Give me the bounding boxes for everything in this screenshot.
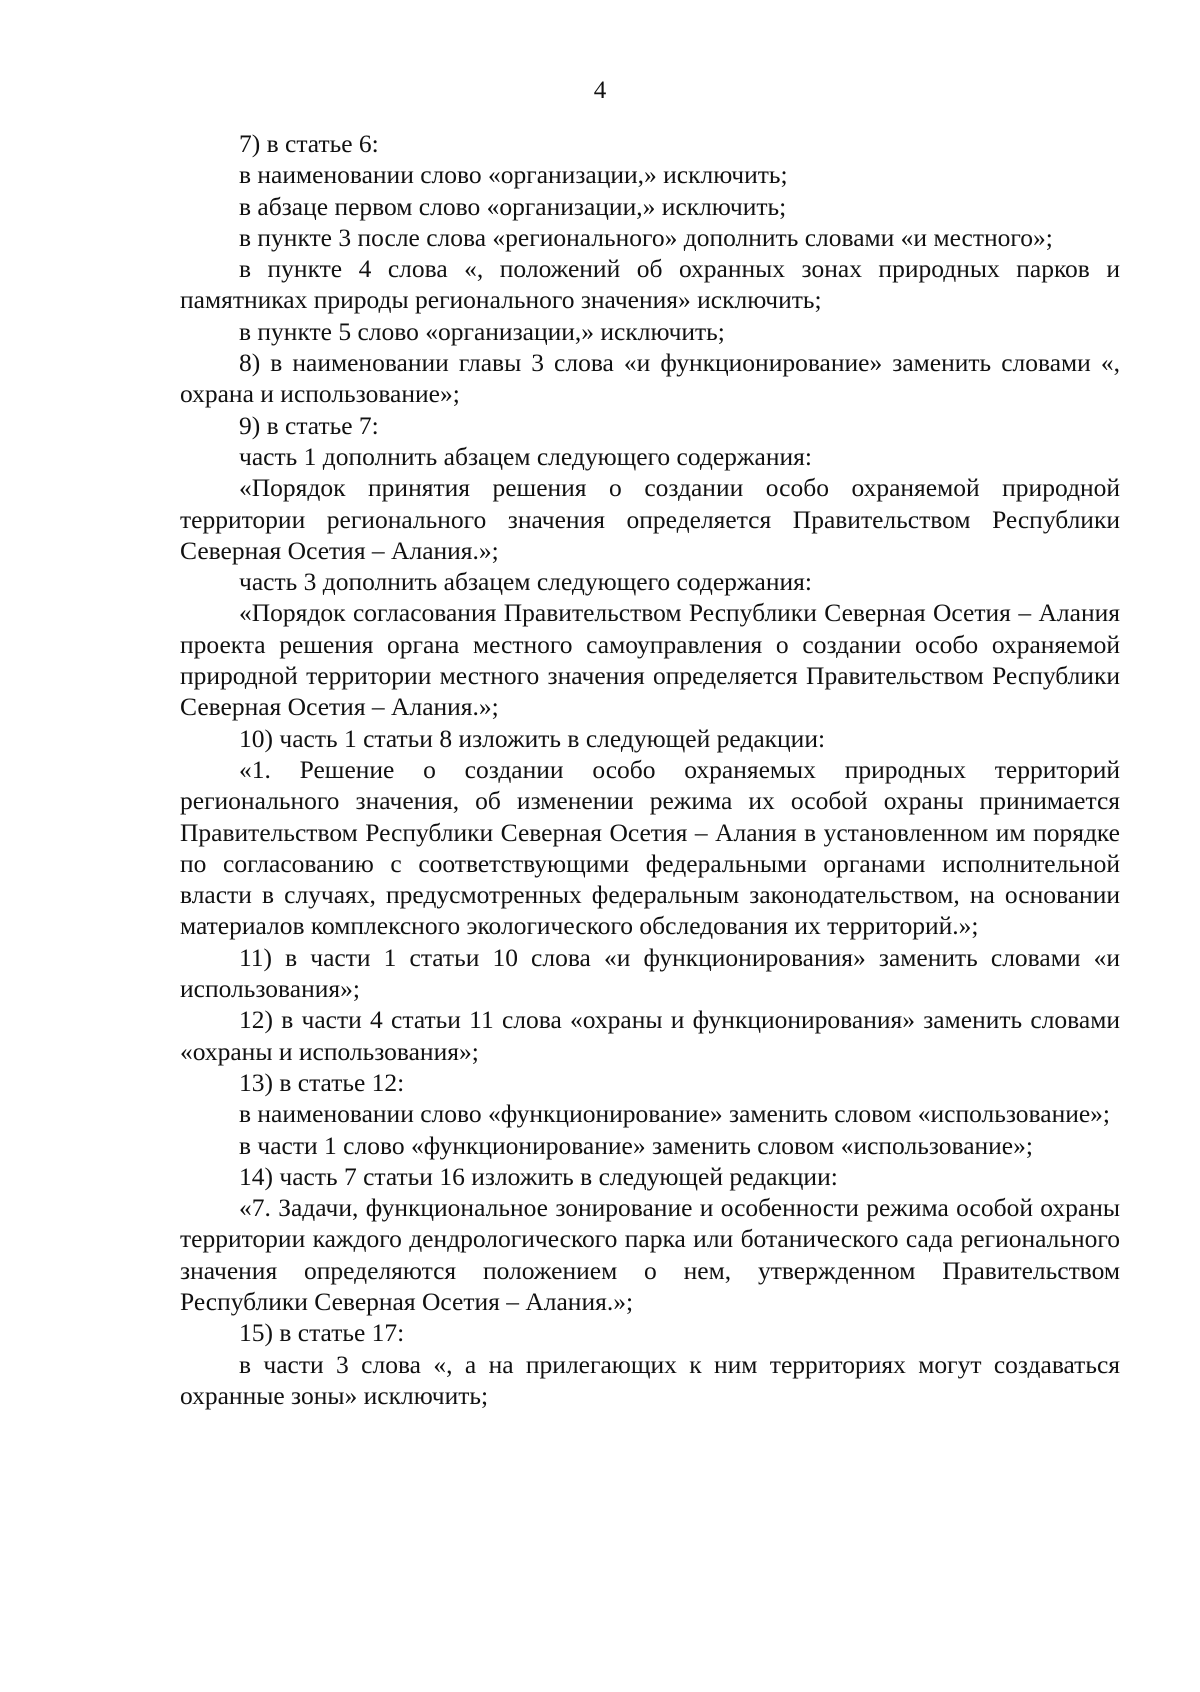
paragraph: 8) в наименовании главы 3 слова «и функционирование» заменить словами «, охрана и использование»; — [180, 348, 1120, 409]
document-body — [180, 128, 1120, 1411]
paragraph: 11) в части 1 статьи 10 слова «и функционирования» заменить словами «и использования»; — [180, 942, 1120, 1004]
paragraph: «Порядок принятия решения о создании особо охраняемой природной территории регионального значения определяется Правительством Республики Северная Осетия – Алания.»; — [180, 473, 1120, 565]
paragraph: 9) в статье 7: — [239, 410, 379, 440]
paragraph: в пункте 4 слова «, положений об охранных зонах природных парков и памятниках природы регионального значения» исключить; — [180, 254, 1120, 315]
paragraph: в части 1 слово «функционирование» заменить словом «использование»; — [239, 1130, 1033, 1160]
paragraph: «Порядок согласования Правительством Республики Северная Осетия – Алания проекта решения органа местного самоуправления о создании особо охраняемой природной территории местного значения определяется Правительством Республики Северная Осетия – Алания.»; — [180, 598, 1120, 722]
paragraph: 10) часть 1 статьи 8 изложить в следующей редакции: — [239, 723, 826, 753]
paragraph: в наименовании слово «функционирование» заменить словом «использование»; — [239, 1099, 1111, 1129]
paragraph: 12) в части 4 статьи 11 слова «охраны и функционирования» заменить словами «охраны и использования»; — [180, 1005, 1120, 1066]
page-number: 4 — [593, 77, 607, 104]
paragraph: в наименовании слово «организации,» исключить; — [239, 160, 788, 190]
paragraph: 7) в статье 6: — [239, 129, 379, 158]
paragraph: часть 1 дополнить абзацем следующего содержания: — [239, 441, 812, 471]
paragraph: в абзаце первом слово «организации,» исключить; — [239, 191, 787, 221]
paragraph: 15) в статье 17: — [239, 1318, 405, 1348]
paragraph: в части 3 слова «, а на прилегающих к ним территориях могут создаваться охранные зоны» исключить; — [180, 1349, 1120, 1410]
paragraph: часть 3 дополнить абзацем следующего содержания: — [239, 567, 812, 597]
paragraph: «1. Решение о создании особо охраняемых природных территорий регионального значения, об изменении режима их особой охраны принимается Правительством Республики Северная Осетия – Алания в установленном им порядке по согласованию с соответствующими федеральными органами исполнительной власти в случаях, предусмотренных федеральным законодательством, на основании материалов комплексного экологического обследования их территорий.»; — [180, 754, 1120, 941]
paragraph: в пункте 3 после слова «регионального» дополнить словами «и местного»; — [239, 222, 1053, 252]
paragraph: в пункте 5 слово «организации,» исключить; — [239, 316, 725, 346]
paragraph: «7. Задачи, функциональное зонирование и особенности режима особой охраны территории каждого дендрологического парка или ботанического сада регионального значения определяются положением о нем, утвержденном Правительством Республики Северная Осетия – Алания.»; — [180, 1193, 1120, 1316]
paragraph: 14) часть 7 статьи 16 изложить в следующей редакции: — [239, 1161, 838, 1191]
paragraph: 13) в статье 12: — [239, 1067, 405, 1097]
